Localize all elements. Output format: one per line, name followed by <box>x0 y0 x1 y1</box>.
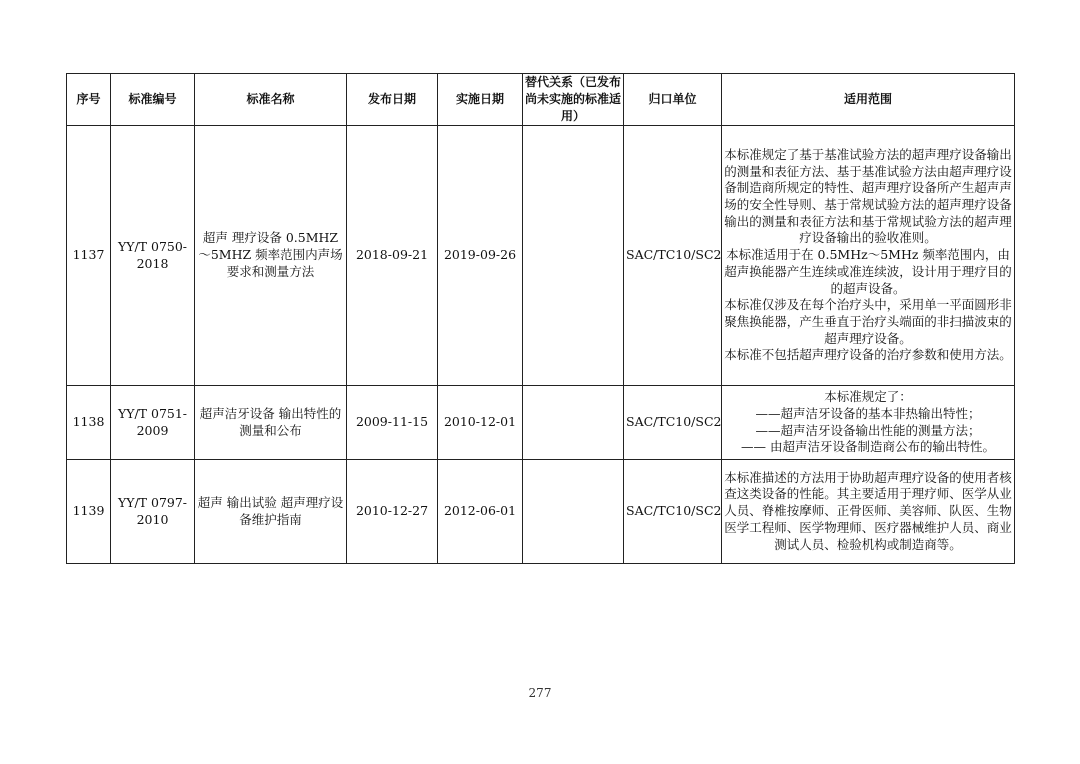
cell-replacement <box>523 386 624 460</box>
cell-code: YY/T 0751-2009 <box>111 386 195 460</box>
cell-implement-date: 2019-09-26 <box>438 126 523 386</box>
header-implement-date: 实施日期 <box>438 74 523 126</box>
cell-name: 超声 输出试验 超声理疗设备维护指南 <box>195 460 347 564</box>
scope-paragraph: ——超声洁牙设备的基本非热输出特性； <box>755 405 981 421</box>
cell-name: 超声 理疗设备 0.5MHZ～5MHZ 频率范围内声场要求和测量方法 <box>195 126 347 386</box>
scope-paragraph: 本标准适用于在 0.5MHz～5MHz 频率范围内，由超声换能器产生连续或准连续波，设计用于理疗目的的超声设备。 <box>724 247 1012 296</box>
cell-publish-date: 2018-09-21 <box>347 126 438 386</box>
header-unit: 归口单位 <box>624 74 722 126</box>
header-name: 标准名称 <box>195 74 347 126</box>
cell-seq: 1139 <box>67 460 111 564</box>
cell-publish-date: 2010-12-27 <box>347 460 438 564</box>
cell-implement-date: 2010-12-01 <box>438 386 523 460</box>
header-seq: 序号 <box>67 74 111 126</box>
cell-unit: SAC/TC10/SC2 <box>624 460 722 564</box>
scope-paragraph: 本标准规定了基于基准试验方法的超声理疗设备输出的测量和表征方法、基于基准试验方法由超声理疗设备制造商所规定的特性、超声理疗设备所产生超声声场的安全性导则、基于常规试验方法的超声理疗设备输出的测量和表征方法和基于常规试验方法的超声理疗设备输出的验收准则。 <box>724 146 1012 246</box>
cell-publish-date: 2009-11-15 <box>347 386 438 460</box>
cell-name: 超声洁牙设备 输出特性的测量和公布 <box>195 386 347 460</box>
table-row <box>67 460 1015 564</box>
scope-paragraph: 本标准描述的方法用于协助超声理疗设备的使用者核查这类设备的性能。其主要适用于理疗师、医学从业人员、脊椎按摩师、正骨医师、美容师、队医、生物医学工程师、医学物理师、医疗器械维护人员、商业测试人员、检验机构或制造商等。 <box>724 469 1012 552</box>
header-publish-date: 发布日期 <box>347 74 438 126</box>
cell-code: YY/T 0797-2010 <box>111 460 195 564</box>
cell-scope <box>722 460 1015 564</box>
scope-paragraph: —— 由超声洁牙设备制造商公布的输出特性。 <box>741 439 995 455</box>
header-scope: 适用范围 <box>722 74 1015 126</box>
scope-paragraph: 本标准不包括超声理疗设备的治疗参数和使用方法。 <box>724 347 1012 363</box>
header-replacement: 替代关系（已发布尚未实施的标准适用） <box>523 74 624 126</box>
header-code: 标准编号 <box>111 74 195 126</box>
cell-code: YY/T 0750-2018 <box>111 126 195 386</box>
cell-implement-date: 2012-06-01 <box>438 460 523 564</box>
cell-unit: SAC/TC10/SC2 <box>624 386 722 460</box>
cell-unit: SAC/TC10/SC2 <box>624 126 722 386</box>
table-row <box>67 386 1015 460</box>
scope-paragraph: ——超声洁牙设备输出性能的测量方法； <box>755 422 981 438</box>
cell-seq: 1137 <box>67 126 111 386</box>
cell-seq: 1138 <box>67 386 111 460</box>
cell-replacement <box>523 460 624 564</box>
page-number: 277 <box>528 686 552 700</box>
header-row <box>67 74 1015 126</box>
cell-scope <box>722 386 1015 460</box>
scope-paragraph: 本标准仅涉及在每个治疗头中，采用单一平面圆形非聚焦换能器，产生垂直于治疗头端面的非扫描波束的超声理疗设备。 <box>724 297 1012 346</box>
cell-replacement <box>523 126 624 386</box>
cell-scope <box>722 126 1015 386</box>
table-row <box>67 126 1015 386</box>
standards-table <box>66 73 1015 564</box>
scope-paragraph: 本标准规定了： <box>824 389 912 405</box>
